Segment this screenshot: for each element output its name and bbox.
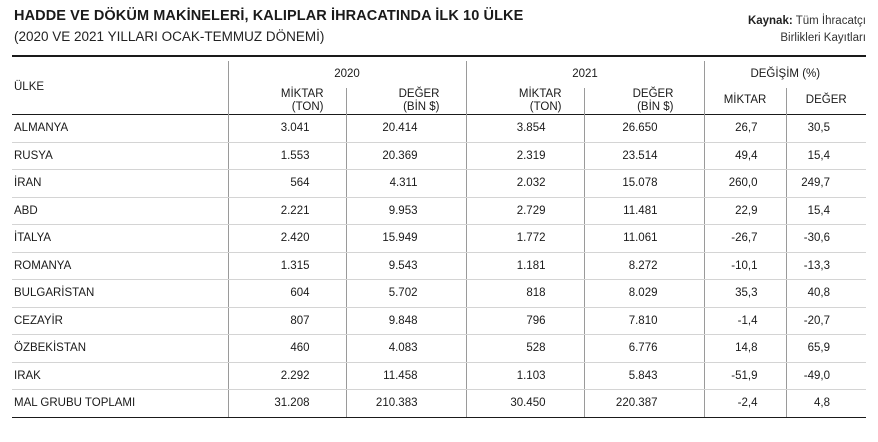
table-row [12, 170, 866, 198]
change-qty-cell: -10,1 [704, 252, 786, 280]
qty-2020-cell: 460 [228, 335, 346, 363]
qty-label: MİKTAR [518, 87, 562, 100]
table-title: HADDE VE DÖKÜM MAKİNELERİ, KALIPLAR İHRACATINDA İLK 10 ÜLKE [14, 8, 524, 24]
country-cell: ROMANYA [12, 252, 228, 280]
qty-2021-cell: 3.854 [466, 115, 584, 143]
val-2021-cell: 15.078 [584, 170, 704, 198]
qty-unit: (TON) [529, 100, 562, 113]
val-2021-cell: 6.776 [584, 335, 704, 363]
val-2020-cell: 9.543 [346, 252, 466, 280]
country-cell: ABD [12, 197, 228, 225]
table-subtitle: (2020 VE 2021 YILLARI OCAK-TEMMUZ DÖNEMİ) [14, 29, 325, 44]
val-2020-cell: 9.848 [346, 307, 466, 335]
val-2020-cell: 9.953 [346, 197, 466, 225]
val-2021-cell: 5.843 [584, 362, 704, 390]
header-row-years [12, 61, 866, 88]
val-2021-cell: 23.514 [584, 142, 704, 170]
col-change: DEĞİŞİM (%) [704, 61, 866, 88]
change-val-cell: 30,5 [786, 115, 866, 143]
col-2020-qty [228, 88, 346, 115]
qty-2021-cell: 2.729 [466, 197, 584, 225]
val-2020-cell: 20.369 [346, 142, 466, 170]
total-change-val-cell: 4,8 [786, 390, 866, 418]
table-row [12, 362, 866, 390]
qty-2020-cell: 2.292 [228, 362, 346, 390]
table-row [12, 307, 866, 335]
qty-2020-cell: 3.041 [228, 115, 346, 143]
table-row [12, 252, 866, 280]
change-qty-cell: -1,4 [704, 307, 786, 335]
source-label: Kaynak: [747, 15, 793, 27]
qty-2020-cell: 807 [228, 307, 346, 335]
country-cell: İRAN [12, 170, 228, 198]
country-cell: IRAK [12, 362, 228, 390]
qty-2020-cell: 2.221 [228, 197, 346, 225]
table-row [12, 142, 866, 170]
val-2021-cell: 11.481 [584, 197, 704, 225]
col-year-2021: 2021 [466, 61, 704, 88]
val-unit: (BİN $) [637, 100, 674, 113]
total-change-qty-cell: -2,4 [704, 390, 786, 418]
change-qty-cell: -51,9 [704, 362, 786, 390]
val-label: DEĞER [632, 87, 674, 100]
source-line-2: Birlikleri Kayıtları [780, 32, 866, 44]
country-cell: İTALYA [12, 225, 228, 253]
table-row [12, 197, 866, 225]
qty-2021-cell: 1.103 [466, 362, 584, 390]
col-country: ÜLKE [14, 81, 45, 93]
export-table [12, 61, 866, 418]
country-cell: BULGARİSTAN [12, 280, 228, 308]
total-qty-2021-cell: 30.450 [466, 390, 584, 418]
change-val-cell: 40,8 [786, 280, 866, 308]
total-val-2020-cell: 210.383 [346, 390, 466, 418]
country-cell: CEZAYİR [12, 307, 228, 335]
val-2021-cell: 11.061 [584, 225, 704, 253]
country-cell: ÖZBEKİSTAN [12, 335, 228, 363]
col-2021-val [584, 88, 704, 115]
qty-2020-cell: 1.315 [228, 252, 346, 280]
country-cell: RUSYA [12, 142, 228, 170]
top-rule [12, 55, 866, 57]
val-label: DEĞER [398, 87, 440, 100]
val-2020-cell: 4.311 [346, 170, 466, 198]
val-unit: (BİN $) [403, 100, 440, 113]
val-2020-cell: 11.458 [346, 362, 466, 390]
change-qty-cell: 14,8 [704, 335, 786, 363]
qty-unit: (TON) [291, 100, 324, 113]
qty-2020-cell: 2.420 [228, 225, 346, 253]
val-2020-cell: 15.949 [346, 225, 466, 253]
qty-2020-cell: 604 [228, 280, 346, 308]
change-val-cell: -13,3 [786, 252, 866, 280]
change-val-cell: -30,6 [786, 225, 866, 253]
table-row [12, 335, 866, 363]
table-row [12, 225, 866, 253]
qty-2021-cell: 2.032 [466, 170, 584, 198]
table-row [12, 115, 866, 143]
change-qty-cell: -26,7 [704, 225, 786, 253]
qty-2021-cell: 1.772 [466, 225, 584, 253]
qty-2020-cell: 1.553 [228, 142, 346, 170]
change-val-cell: 249,7 [786, 170, 866, 198]
total-val-2021-cell: 220.387 [584, 390, 704, 418]
val-2020-cell: 20.414 [346, 115, 466, 143]
qty-label: MİKTAR [280, 87, 324, 100]
change-val-cell: 15,4 [786, 197, 866, 225]
val-2021-cell: 8.272 [584, 252, 704, 280]
qty-2021-cell: 818 [466, 280, 584, 308]
total-label-cell: MAL GRUBU TOPLAMI [12, 390, 228, 418]
change-qty-cell: 260,0 [704, 170, 786, 198]
col-2021-qty [466, 88, 584, 115]
qty-2021-cell: 796 [466, 307, 584, 335]
change-qty-cell: 22,9 [704, 197, 786, 225]
change-val-cell: 65,9 [786, 335, 866, 363]
col-change-qty: MİKTAR [704, 88, 786, 115]
source-note [748, 13, 866, 47]
col-change-val: DEĞER [786, 88, 866, 115]
val-2021-cell: 7.810 [584, 307, 704, 335]
total-qty-2020-cell: 31.208 [228, 390, 346, 418]
source-line-1: Tüm İhracatçı [795, 15, 866, 27]
qty-2021-cell: 1.181 [466, 252, 584, 280]
table-row [12, 280, 866, 308]
change-val-cell: -20,7 [786, 307, 866, 335]
qty-2021-cell: 2.319 [466, 142, 584, 170]
change-val-cell: -49,0 [786, 362, 866, 390]
change-qty-cell: 35,3 [704, 280, 786, 308]
val-2021-cell: 8.029 [584, 280, 704, 308]
col-year-2020: 2020 [228, 61, 466, 88]
val-2020-cell: 5.702 [346, 280, 466, 308]
qty-2020-cell: 564 [228, 170, 346, 198]
country-cell: ALMANYA [12, 115, 228, 143]
total-row [12, 390, 866, 418]
col-2020-val [346, 88, 466, 115]
qty-2021-cell: 528 [466, 335, 584, 363]
change-qty-cell: 49,4 [704, 142, 786, 170]
change-qty-cell: 26,7 [704, 115, 786, 143]
val-2021-cell: 26.650 [584, 115, 704, 143]
val-2020-cell: 4.083 [346, 335, 466, 363]
change-val-cell: 15,4 [786, 142, 866, 170]
